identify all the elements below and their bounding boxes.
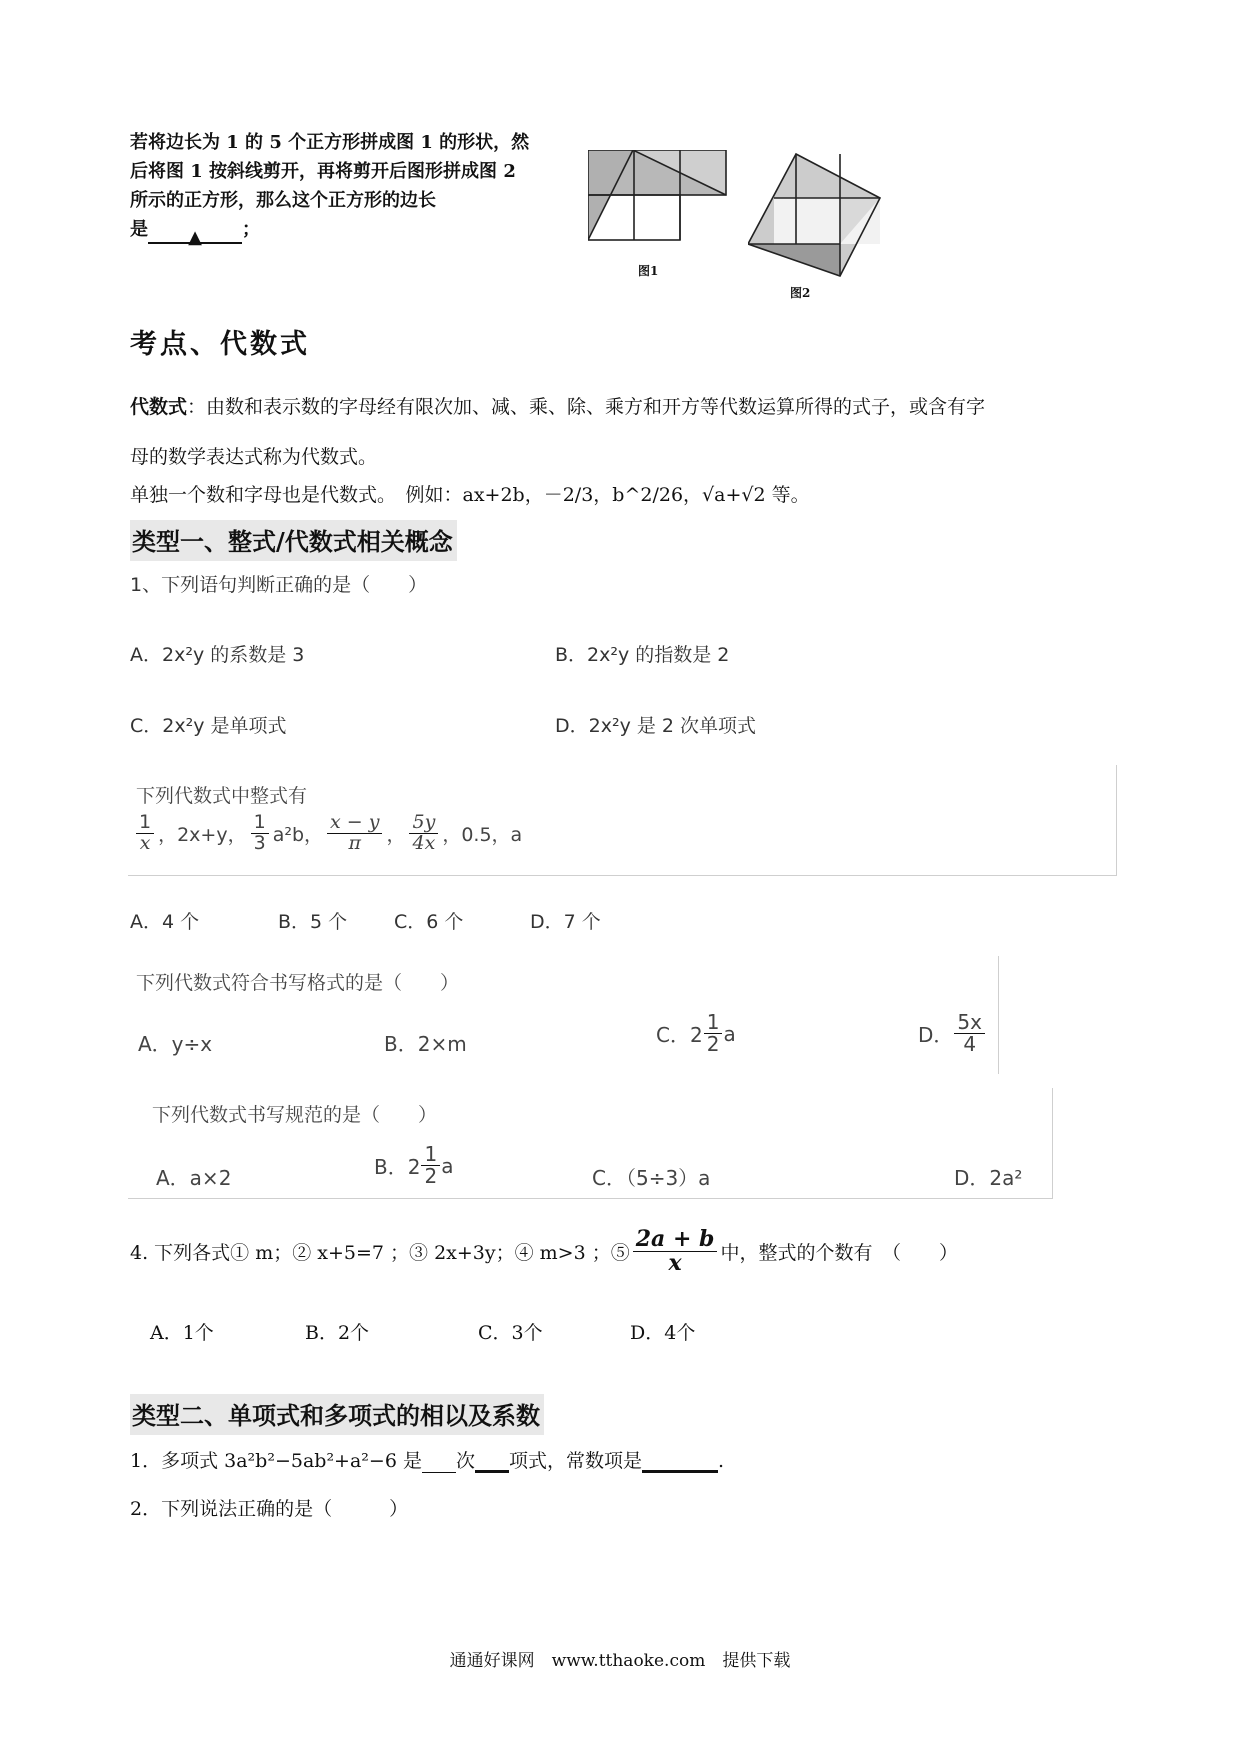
q5-option-a: A．1个 [150, 1322, 214, 1344]
q3-option-d: D． $\frac{5x}{4}$ [918, 1012, 986, 1055]
type2-q1-prefix: 1．多项式 3a²b²−5ab²+a²−6 是 [130, 1450, 422, 1472]
intro-line-1: 若将边长为 1 的 5 个正方形拼成图 1 的形状，然 [130, 132, 530, 153]
q4-option-c: C．（5÷3）a [592, 1166, 711, 1190]
triangle-mark: ▲ [188, 227, 202, 249]
q2-fraction-1: $\frac{1}{x}$ [136, 813, 154, 854]
q2-stem: 下列代数式中整式有 [136, 785, 308, 807]
intro-problem [130, 128, 530, 249]
type2-title: 类型二、单项式和多项式的相以及系数 [130, 1394, 544, 1435]
definition-text-1: ：由数和表示数的字母经有限次加、减、乘、除、乘方和开方等代数运算所得的式子，或含有字 [187, 396, 986, 418]
q2-fraction-2: $\frac{1}{3}$ [251, 813, 269, 854]
terms-blank [475, 1450, 509, 1473]
q4-option-a: A．a×2 [156, 1166, 232, 1190]
q5-stem-suffix: 中，整式的个数有 （ ） [720, 1242, 958, 1265]
definition-label: 代数式 [130, 396, 188, 418]
q2-text-1: ，2x+y， [158, 823, 247, 846]
type2-q1-mid1: 次 [455, 1450, 475, 1472]
q5-option-d: D．4个 [630, 1322, 696, 1344]
intro-line-4-suffix: ； [242, 219, 260, 240]
constant-blank [642, 1450, 718, 1473]
type2-q2: 2．下列说法正确的是（ ） [130, 1498, 409, 1520]
type2-q1-end: . [718, 1450, 725, 1472]
q4-panel [128, 1088, 1053, 1199]
q2-option-d: D．7 个 [530, 911, 601, 933]
intro-line-2: 后将图 1 按斜线剪开，再将剪开后图形拼成图 2 [130, 161, 516, 182]
intro-line-4 [130, 215, 529, 249]
type1-title: 类型一、整式/代数式相关概念 [130, 520, 457, 561]
example-text: 单独一个数和字母也是代数式。 例如：ax+2b，－2/3，b^2/26，√a+√2 等。 [130, 484, 810, 506]
figure-1 [588, 150, 728, 248]
q2-panel [128, 765, 1117, 876]
q3-option-c: C．2 $\frac{1}{2}$ a [656, 1010, 736, 1056]
q2-expressions [136, 813, 522, 854]
q4-option-d: D．2a² [954, 1166, 1023, 1190]
q5-option-c: C．3个 [478, 1322, 543, 1344]
q2-text-4: ，0.5，a [442, 823, 523, 846]
definition-text-2: 母的数学表达式称为代数式。 [130, 446, 378, 468]
q1-option-c: C．2x²y 是单项式 [130, 715, 287, 737]
q1-option-b: B．2x²y 的指数是 2 [555, 644, 730, 666]
q2-option-b: B．5 个 [278, 911, 348, 933]
q1-option-d: D．2x²y 是 2 次单项式 [555, 715, 757, 737]
intro-line-4-prefix: 是 [130, 219, 148, 240]
q2-option-a: A．4 个 [130, 911, 200, 933]
q4-stem: 下列代数式书写规范的是（ ） [152, 1104, 438, 1126]
q3-option-b: B．2×m [384, 1032, 467, 1056]
q2-text-2: a²b， [272, 823, 324, 846]
answer-blank [148, 223, 242, 249]
q5-fraction: $\frac{2a + b}{x}$ [633, 1228, 718, 1275]
q2-text-3: ， [386, 823, 406, 846]
q5-stem [130, 1228, 958, 1275]
q3-stem: 下列代数式符合书写格式的是（ ） [136, 972, 460, 994]
type2-q1-mid2: 项式，常数项是 [508, 1450, 642, 1472]
q3-option-a: A．y÷x [138, 1032, 213, 1056]
fig2-caption: 图2 [790, 286, 811, 300]
degree-blank [422, 1452, 456, 1473]
q1-option-a: A．2x²y 的系数是 3 [130, 644, 305, 666]
section-title: 考点、代数式 [130, 329, 310, 360]
q2-fraction-3: $\frac{x - y}{\pi}$ [327, 813, 382, 854]
q2-fraction-4: $\frac{5y}{4x}$ [409, 813, 438, 854]
q5-option-b: B．2个 [305, 1322, 370, 1344]
q2-option-c: C．6 个 [394, 911, 464, 933]
fig1-caption: 图1 [638, 264, 659, 278]
q4-option-b: B．2 $\frac{1}{2}$ a [374, 1142, 454, 1188]
type2-q1 [130, 1446, 724, 1473]
q1-stem: 1、下列语句判断正确的是（ ） [130, 574, 428, 596]
page-footer: 通通好课网 www.tthaoke.com 提供下载 [449, 1651, 791, 1671]
figure-2 [748, 150, 888, 282]
q3-panel [128, 956, 999, 1074]
definition-block [130, 382, 1130, 482]
q5-stem-prefix: 4. 下列各式① m；② x+5=7 ；③ 2x+3y；④ m>3 ；⑤ [130, 1242, 630, 1265]
intro-line-3: 所示的正方形，那么这个正方形的边长 [130, 190, 436, 211]
